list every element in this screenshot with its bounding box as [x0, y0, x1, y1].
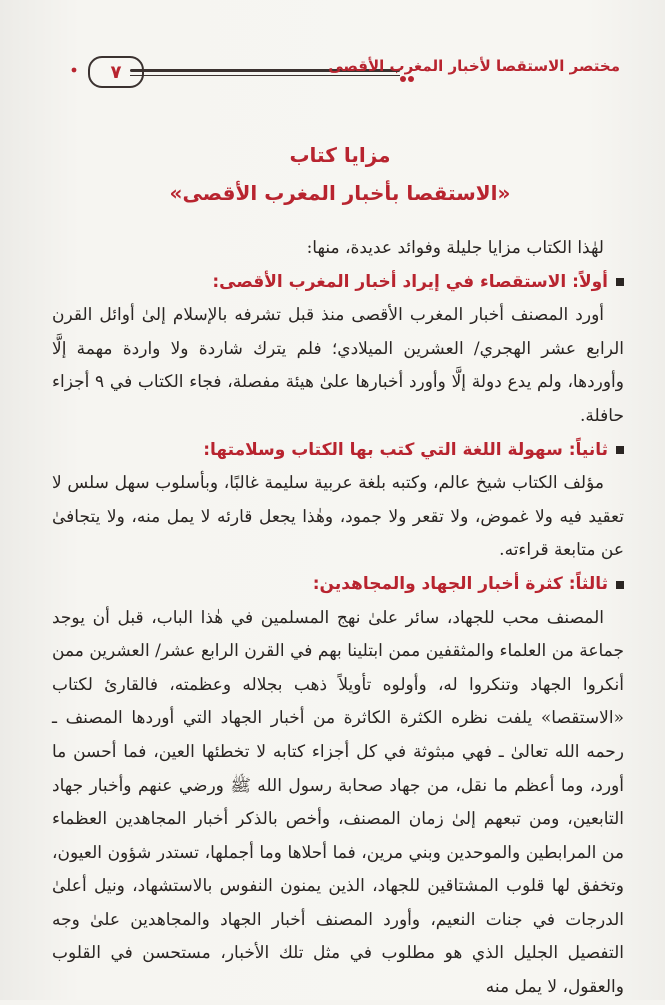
chapter-title-line2: «الاستقصا بأخبار المغرب الأقصى» [169, 181, 511, 205]
section-heading-1 [52, 266, 624, 300]
section-heading-text: ثانياً: سهولة اللغة التي كتب بها الكتاب وسلامتها: [203, 439, 608, 460]
section-heading-2 [52, 434, 624, 468]
section-heading-text: ثالثاً: كثرة أخبار الجهاد والمجاهدين: [312, 573, 608, 594]
section-heading-text: أولاً: الاستقصاء في إيراد أخبار المغرب الأقصى: [212, 271, 608, 292]
chapter-title [60, 140, 620, 210]
section-paragraph-1: أورد المصنف أخبار المغرب الأقصى منذ قبل تشرفه بالإسلام إلىٰ أوائل القرن الرابع عشر الهجري/ العشرين الميلادي؛ فلم يترك شاردة ولا واردة مهمة إلَّا وأوردها، ولم يدع دولة إلَّا وأورد أخبارها علىٰ هيئة مفصلة، فجاء الكتاب في ٩ أجزاء حافلة. [52, 305, 624, 426]
intro-paragraph: لهٰذا الكتاب مزايا جليلة وفوائد عديدة، منها: [306, 238, 604, 258]
running-header [60, 54, 620, 88]
chapter-title-line1: مزايا كتاب [289, 143, 391, 167]
square-bullet-icon [616, 446, 624, 454]
page-number-badge [88, 56, 144, 88]
square-bullet-icon [616, 581, 624, 589]
square-bullet-icon [616, 278, 624, 286]
section-heading-3 [52, 568, 624, 602]
section-paragraph-2: مؤلف الكتاب شيخ عالم، وكتبه بلغة عربية سليمة غالبًا، وبأسلوب سهل سلس لا تعقيد فيه ولا غموض، ولا تقعر ولا جمود، وهٰذا يجعل قارئه لا يمل منه، ولا يتجافىٰ عن متابعة قراءته. [52, 473, 624, 561]
page-body [52, 232, 624, 1005]
running-book-title: مختصر الاستقصا لأخبار المغرب الأقصى [328, 57, 620, 75]
page-number: ٧ [110, 61, 122, 83]
section-paragraph-3: المصنف محب للجهاد، سائر علىٰ نهج المسلمين في هٰذا الباب، قبل أن يوجد جماعة من العلماء والمثقفين ممن ابتلينا بهم في القرن الرابع عشر/ العشرين ممن أنكروا الجهاد وتنكروا له، وأولوه تأويلاً ذهب بجلاله وعظمته، فالقارئ لكتاب «الاستقصا» يلفت نظره الكثرة الكاثرة من أخبار الجهاد التي أوردها المصنف ـ رحمه الله تعالىٰ ـ فهي مبثوثة في كل أجزاء كتابه لا تخطئها العين، فما أحسن ما أورد، وما أعظم ما نقل، من جهاد صحابة رسول الله ﷺ ورضي عنهم وأخبار جهاد التابعين، ومن تبعهم إلىٰ زمان المصنف، وأخص بالذكر أخبار المجاهدين العظماء من المرابطين والموحدين وبني مرين، فما أحلاها وما أجملها، تستدر شؤون العيون، وتخفق لها قلوب المشتاقين للجهاد، الذين يمنون النفوس بالاستشهاد، ونيل أعلىٰ الدرجات في جنات النعيم، وأورد المصنف أخبار الجهاد والمجاهدين علىٰ وجه التفصيل الجليل الذي هو مطلوب في مثل تلك الأخبار، مستحسن في القلوب والعقول، لا يمل منه [52, 607, 624, 998]
